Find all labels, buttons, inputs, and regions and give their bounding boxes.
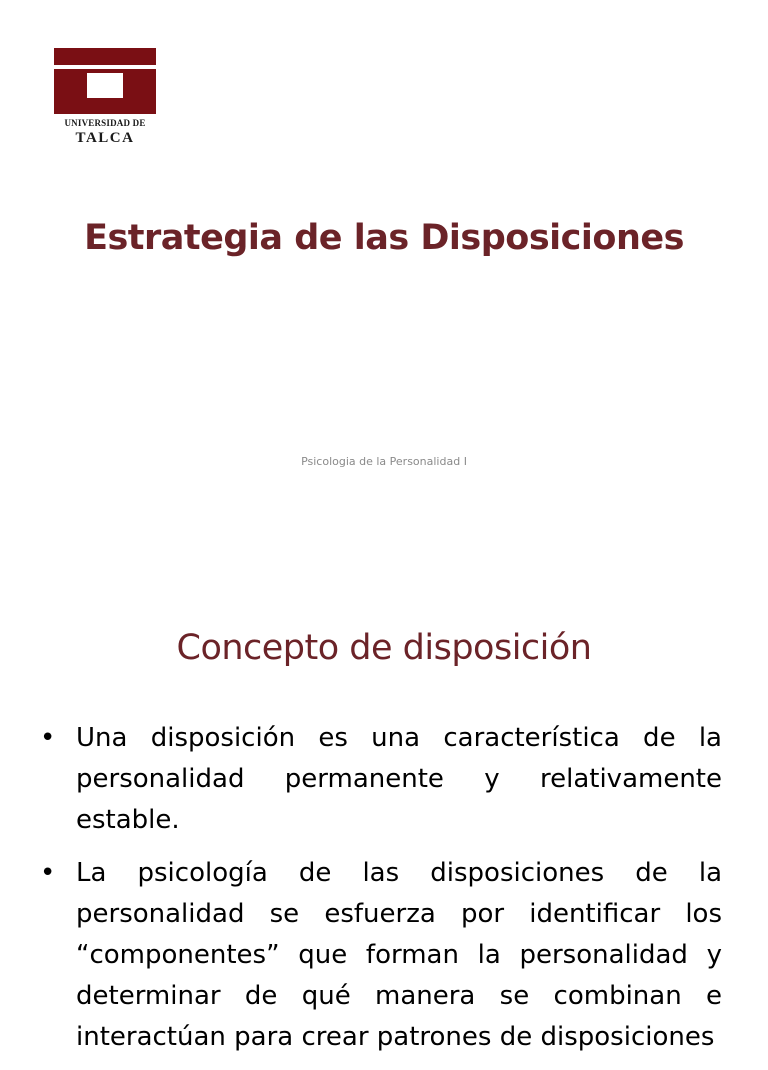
logo-text-line1: UNIVERSIDAD DE: [64, 118, 146, 128]
slide-subtitle: Psicologia de la Personalidad I: [301, 455, 467, 468]
bullet-text: La psicología de las disposiciones de la personalidad se esfuerza por identificar los “componentes” que forman la personalidad y determinar de qué manera se combinan e interactúan para crear patrones de disposiciones: [76, 858, 722, 1052]
bullet-item: [40, 853, 722, 1058]
logo-mark-icon: [54, 48, 156, 114]
bullet-text: Una disposición es una característica de la personalidad permanente y relativamente estable.: [76, 723, 722, 835]
logo-text-line2: TALCA: [75, 130, 135, 146]
slide-heading: Concepto de disposición: [176, 628, 592, 668]
slide-concept: [0, 576, 768, 1052]
bullet-marker-icon: •: [40, 723, 56, 753]
bullet-list: [40, 718, 722, 1070]
university-logo: [52, 48, 158, 152]
bullet-marker-icon: •: [40, 858, 56, 888]
bullet-item: [40, 718, 722, 841]
slide-title-heading: Estrategia de las Disposiciones: [84, 218, 684, 258]
